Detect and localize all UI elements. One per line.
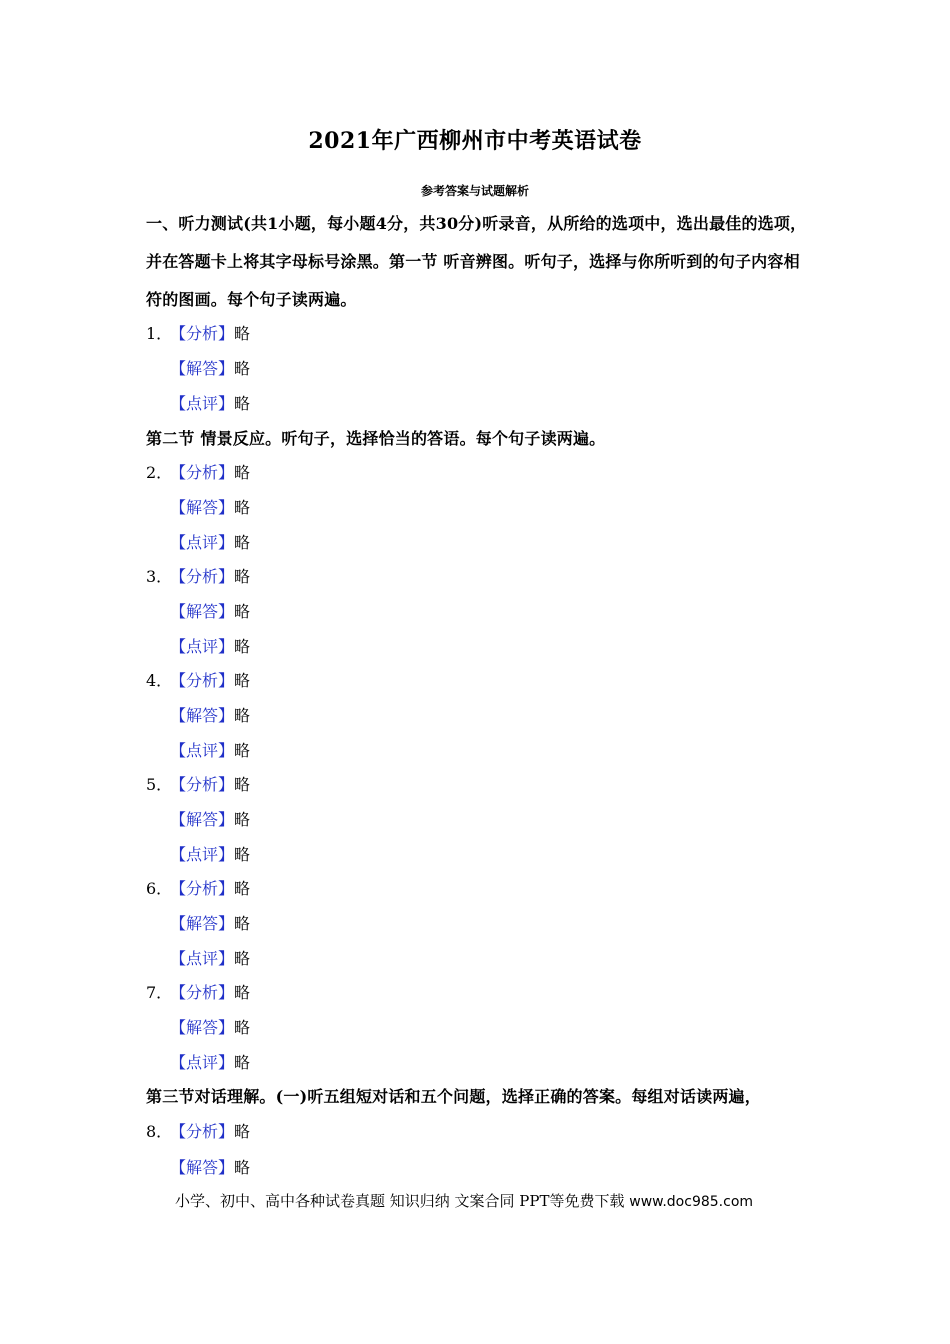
answer-text: 略 xyxy=(234,775,251,794)
question-7-answer xyxy=(170,1017,250,1039)
answer-text: 略 xyxy=(234,567,251,586)
comment-tag: 【点评】 xyxy=(170,394,235,413)
document-title: 2021年广西柳州市中考英语试卷 xyxy=(308,128,642,154)
footer-text: 小学、初中、高中各种试卷真题 知识归纳 文案合同 PPT等免费下载 xyxy=(175,1192,625,1210)
question-5-comment xyxy=(170,844,250,866)
answer-tag: 【解答】 xyxy=(170,1018,235,1037)
question-2-comment xyxy=(170,532,250,554)
question-8-analysis xyxy=(146,1121,250,1143)
question-5-analysis xyxy=(146,774,250,796)
answer-tag: 【解答】 xyxy=(170,706,235,725)
answer-text: 略 xyxy=(234,1053,251,1072)
question-6-answer xyxy=(170,913,250,935)
comment-tag: 【点评】 xyxy=(170,949,235,968)
answer-text: 略 xyxy=(234,845,251,864)
question-4-comment xyxy=(170,740,250,762)
question-number: 7． xyxy=(146,983,173,1002)
comment-tag: 【点评】 xyxy=(170,1053,235,1072)
question-4-analysis xyxy=(146,670,250,692)
answer-tag: 【解答】 xyxy=(170,498,235,517)
analysis-tag: 【分析】 xyxy=(170,324,235,343)
document-subtitle: 参考答案与试题解析 xyxy=(420,184,529,198)
answer-text: 略 xyxy=(234,949,251,968)
comment-tag: 【点评】 xyxy=(170,741,235,760)
answer-text: 略 xyxy=(234,1122,251,1141)
question-1-answer xyxy=(170,358,250,380)
answer-tag: 【解答】 xyxy=(170,810,235,829)
question-6-comment xyxy=(170,948,250,970)
section-1-heading: 一、听力测试(共1小题，每小题4分，共30分)听录音，从所给的选项中，选出最佳的选项，并在答题卡上将其字母标号涂黑。第一节 听音辨图。听句子，选择与你所听到的句子内容相符的图画。每个句子读两遍。 xyxy=(146,214,807,309)
answer-text: 略 xyxy=(234,463,251,482)
question-3-answer xyxy=(170,601,250,623)
page-footer xyxy=(175,1190,753,1211)
section-2-heading: 第二节 情景反应。听句子，选择恰当的答语。每个句子读两遍。 xyxy=(146,429,606,448)
analysis-tag: 【分析】 xyxy=(170,879,235,898)
footer-link[interactable]: www.doc985.com xyxy=(629,1194,754,1210)
answer-text: 略 xyxy=(234,706,251,725)
answer-tag: 【解答】 xyxy=(170,1158,235,1177)
question-number: 5． xyxy=(146,775,173,794)
question-2-analysis xyxy=(146,462,250,484)
question-1-comment xyxy=(170,393,250,415)
analysis-tag: 【分析】 xyxy=(170,567,235,586)
question-5-answer xyxy=(170,809,250,831)
comment-tag: 【点评】 xyxy=(170,845,235,864)
analysis-tag: 【分析】 xyxy=(170,983,235,1002)
section-3-heading: 第三节对话理解。(一)听五组短对话和五个问题，选择正确的答案。每组对话读两遍， xyxy=(146,1087,761,1106)
answer-text: 略 xyxy=(234,671,251,690)
answer-text: 略 xyxy=(234,359,251,378)
question-number: 4． xyxy=(146,671,173,690)
answer-text: 略 xyxy=(234,810,251,829)
question-1-analysis xyxy=(146,323,250,345)
answer-text: 略 xyxy=(234,394,251,413)
analysis-tag: 【分析】 xyxy=(170,775,235,794)
question-7-comment xyxy=(170,1052,250,1074)
question-number: 3． xyxy=(146,567,173,586)
question-8-answer xyxy=(170,1157,250,1179)
question-2-answer xyxy=(170,497,250,519)
analysis-tag: 【分析】 xyxy=(170,671,235,690)
question-3-analysis xyxy=(146,566,250,588)
question-6-analysis xyxy=(146,878,250,900)
answer-text: 略 xyxy=(234,1158,251,1177)
question-7-analysis xyxy=(146,982,250,1004)
question-number: 8． xyxy=(146,1122,173,1141)
question-3-comment xyxy=(170,636,250,658)
answer-text: 略 xyxy=(234,879,251,898)
question-number: 6． xyxy=(146,879,173,898)
answer-text: 略 xyxy=(234,983,251,1002)
answer-text: 略 xyxy=(234,533,251,552)
answer-tag: 【解答】 xyxy=(170,359,235,378)
answer-text: 略 xyxy=(234,914,251,933)
answer-text: 略 xyxy=(234,324,251,343)
question-number: 1． xyxy=(146,324,173,343)
analysis-tag: 【分析】 xyxy=(170,463,235,482)
answer-tag: 【解答】 xyxy=(170,914,235,933)
answer-text: 略 xyxy=(234,1018,251,1037)
comment-tag: 【点评】 xyxy=(170,637,235,656)
question-4-answer xyxy=(170,705,250,727)
answer-text: 略 xyxy=(234,741,251,760)
answer-text: 略 xyxy=(234,637,251,656)
answer-text: 略 xyxy=(234,602,251,621)
answer-text: 略 xyxy=(234,498,251,517)
comment-tag: 【点评】 xyxy=(170,533,235,552)
analysis-tag: 【分析】 xyxy=(170,1122,235,1141)
answer-tag: 【解答】 xyxy=(170,602,235,621)
question-number: 2． xyxy=(146,463,173,482)
